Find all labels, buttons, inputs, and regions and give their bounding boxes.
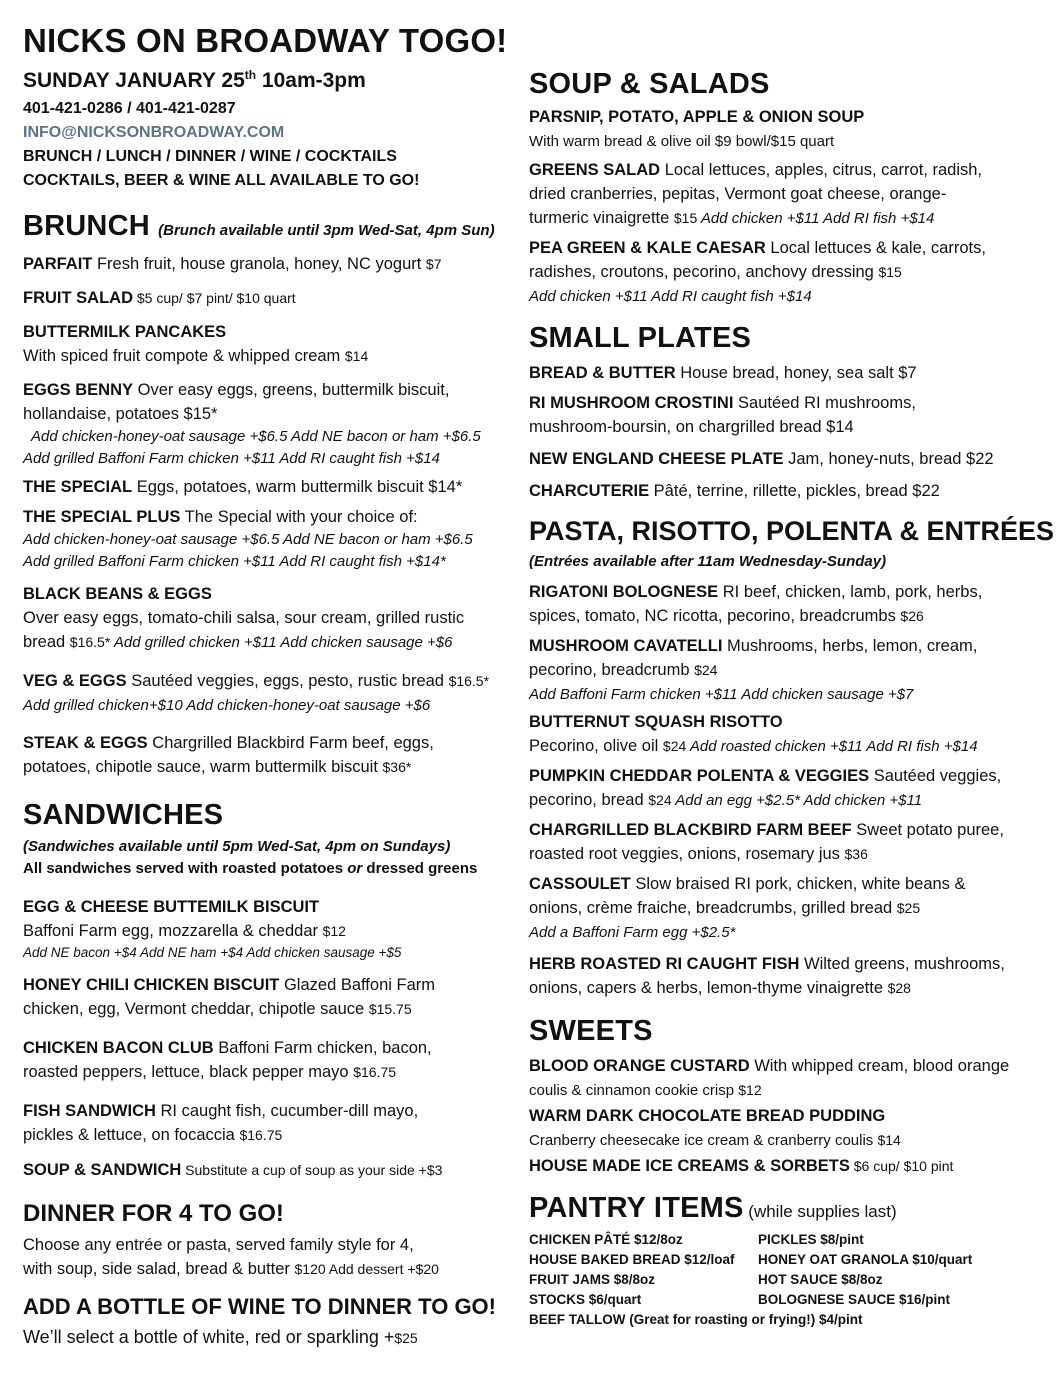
dinner-description: Choose any entrée or pasta, served family style for 4, with soup, side salad, bread & butter $120 Add dessert +$20: [23, 1236, 439, 1278]
tagline-to-go: COCKTAILS, BEER & WINE ALL AVAILABLE TO GO!: [23, 172, 420, 189]
menu-item-the-special: THE SPECIAL Eggs, potatoes, warm buttermilk biscuit $14*: [23, 478, 463, 496]
page-title: NICKS ON BROADWAY TOGO!: [23, 22, 508, 59]
phone-numbers: 401-421-0286 / 401-421-0287: [23, 100, 236, 117]
dinner-heading: DINNER FOR 4 TO GO!: [23, 1200, 284, 1227]
special-plus-addons: Add chicken-honey-oat sausage +$6.5 Add NE bacon or ham +$6.5: [23, 531, 473, 548]
menu-item-parfait: PARFAIT Fresh fruit, house granola, honey, NC yogurt $7: [23, 255, 442, 273]
soup-salads-heading: SOUP & SALADS: [529, 68, 770, 100]
pantry-item: PICKLES $8/pint: [758, 1232, 864, 1247]
menu-item-soup-sandwich: SOUP & SANDWICH Substitute a cup of soup as your side +$3: [23, 1161, 443, 1179]
menu-item-pancakes: BUTTERMILK PANCAKES With spiced fruit compote & whipped cream $14: [23, 323, 369, 365]
menu-item-custard: BLOOD ORANGE CUSTARD With whipped cream, blood orange coulis & cinnamon cookie crisp $12: [529, 1057, 1010, 1099]
menu-item-fruit-salad: FRUIT SALAD $5 cup/ $7 pint/ $10 quart: [23, 289, 296, 307]
pantry-item-beef-tallow: BEEF TALLOW (Great for roasting or frying!) $4/pint: [529, 1312, 863, 1327]
pantry-item: STOCKS $6/quart: [529, 1292, 642, 1307]
menu-item-caesar: PEA GREEN & KALE CAESAR Local lettuces & kale, carrots, radishes, croutons, pecorino, anchovy dressing $15 Add chicken +$11 Add RI caught fish +$14: [529, 239, 986, 305]
brunch-heading: BRUNCH (Brunch available until 3pm Wed-Sat, 4pm Sun): [23, 210, 495, 242]
wine-description: We’ll select a bottle of white, red or sparkling +$25: [23, 1327, 418, 1347]
sandwiches-note: (Sandwiches available until 5pm Wed-Sat, 4pm on Sundays): [23, 838, 451, 855]
menu-item-rigatoni: RIGATONI BOLOGNESE RI beef, chicken, lamb, pork, herbs, spices, tomato, NC ricotta, pecorino, breadcrumbs $26: [529, 583, 983, 625]
menu-item-bread-pudding: WARM DARK CHOCOLATE BREAD PUDDING Cranberry cheesecake ice cream & cranberry coulis $14: [529, 1107, 901, 1149]
menu-item-honey-chili-biscuit: HONEY CHILI CHICKEN BISCUIT Glazed Baffoni Farm chicken, egg, Vermont cheddar, chipotle sauce $15.75: [23, 976, 435, 1018]
sweets-heading: SWEETS: [529, 1015, 653, 1047]
pantry-list-right: [758, 1230, 972, 1310]
special-plus-addons-2: Add grilled Baffoni Farm chicken +$11 Add RI caught fish +$14*: [23, 553, 446, 570]
pantry-item: HONEY OAT GRANOLA $10/quart: [758, 1252, 973, 1267]
menu-item-polenta: PUMPKIN CHEDDAR POLENTA & VEGGIES Sautéed veggies, pecorino, bread $24 Add an egg +$2.5* Add chicken +$11: [529, 767, 1002, 809]
wine-heading: ADD A BOTTLE OF WINE TO DINNER TO GO!: [23, 1294, 496, 1319]
menu-item-special-plus: THE SPECIAL PLUS The Special with your choice of:: [23, 508, 418, 526]
menu-item-cavatelli: MUSHROOM CAVATELLI Mushrooms, herbs, lemon, cream, pecorino, breadcrumb $24 Add Baffoni Farm chicken +$11 Add chicken sausage +$7: [529, 637, 978, 703]
menu-item-chicken-bacon-club: CHICKEN BACON CLUB Baffoni Farm chicken, bacon, roasted peppers, lettuce, black pepper mayo $16.75: [23, 1039, 432, 1081]
eggs-benny-addons-2: Add grilled Baffoni Farm chicken +$11 Add RI caught fish +$14: [23, 450, 440, 467]
menu-item-eggs-benny: EGGS BENNY Over easy eggs, greens, buttermilk biscuit, hollandaise, potatoes $15*: [23, 381, 450, 423]
sandwiches-heading: SANDWICHES: [23, 799, 224, 831]
eggs-benny-addons: Add chicken-honey-oat sausage +$6.5 Add NE bacon or ham +$6.5: [31, 428, 481, 445]
pasta-heading: PASTA, RISOTTO, POLENTA & ENTRÉES: [529, 516, 1055, 546]
menu-item-ri-fish: HERB ROASTED RI CAUGHT FISH Wilted greens, mushrooms, onions, capers & herbs, lemon-thyme vinaigrette $28: [529, 955, 1005, 997]
menu-item-veg-eggs: VEG & EGGS Sautéed veggies, eggs, pesto, rustic bread $16.5* Add grilled chicken+$10 Add chicken-honey-oat sausage +$6: [23, 672, 490, 714]
menu-item-cassoulet: CASSOULET Slow braised RI pork, chicken, white beans & onions, crème fraiche, breadcrumbs, grilled bread $25 Add a Baffoni Farm egg +$2.5*: [529, 875, 966, 941]
menu-item-crostini: RI MUSHROOM CROSTINI Sautéed RI mushrooms, mushroom-boursin, on chargrilled bread $14: [529, 394, 916, 436]
menu-item-ice-cream: HOUSE MADE ICE CREAMS & SORBETS $6 cup/ $10 pint: [529, 1157, 954, 1175]
tagline: BRUNCH / LUNCH / DINNER / WINE / COCKTAILS: [23, 148, 397, 165]
menu-item-steak-eggs: STEAK & EGGS Chargrilled Blackbird Farm beef, eggs, potatoes, chipotle sauce, warm buttermilk biscuit $36*: [23, 734, 434, 776]
small-plates-heading: SMALL PLATES: [529, 322, 752, 354]
service-date: SUNDAY JANUARY 25th 10am-3pm: [23, 68, 366, 92]
pantry-item: HOUSE BAKED BREAD $12/loaf: [529, 1252, 735, 1267]
pantry-item: CHICKEN PÂTÉ $12/8oz: [529, 1232, 683, 1247]
menu-item-fish-sandwich: FISH SANDWICH RI caught fish, cucumber-dill mayo, pickles & lettuce, on focaccia $16.75: [23, 1102, 419, 1144]
email-link[interactable]: INFO@NICKSONBROADWAY.COM: [23, 124, 285, 141]
menu-item-risotto: BUTTERNUT SQUASH RISOTTO Pecorino, olive oil $24 Add roasted chicken +$11 Add RI fish +$14: [529, 713, 978, 755]
menu-item-bread-butter: BREAD & BUTTER House bread, honey, sea salt $7: [529, 364, 917, 382]
pantry-item: BOLOGNESE SAUCE $16/pint: [758, 1292, 951, 1307]
egg-cheese-biscuit-addons: Add NE bacon +$4 Add NE ham +$4 Add chicken sausage +$5: [23, 945, 402, 960]
pantry-heading: PANTRY ITEMS (while supplies last): [529, 1192, 897, 1224]
menu-item-soup: PARSNIP, POTATO, APPLE & ONION SOUP With warm bread & olive oil $9 bowl/$15 quart: [529, 108, 865, 150]
menu-item-greens-salad: GREENS SALAD Local lettuces, apples, citrus, carrot, radish, dried cranberries, pepitas, Vermont goat cheese, orange- turmeric vinaigrette $15 Add chicken +$11 Add RI fish +$14: [529, 161, 983, 227]
pantry-item: HOT SAUCE $8/8oz: [758, 1272, 883, 1287]
menu-item-blackbird-beef: CHARGRILLED BLACKBIRD FARM BEEF Sweet potato puree, roasted root veggies, onions, rosemary jus $36: [529, 821, 1004, 863]
sandwiches-sides-note: All sandwiches served with roasted potatoes or dressed greens: [23, 860, 478, 877]
menu-item-cheese-plate: NEW ENGLAND CHEESE PLATE Jam, honey-nuts, bread $22: [529, 450, 994, 468]
menu-item-charcuterie: CHARCUTERIE Pâté, terrine, rillette, pickles, bread $22: [529, 482, 940, 500]
entrees-note: (Entrées available after 11am Wednesday-Sunday): [529, 553, 887, 570]
pantry-list-left: [529, 1230, 735, 1310]
pantry-item: FRUIT JAMS $8/8oz: [529, 1272, 656, 1287]
menu-item-egg-cheese-biscuit: EGG & CHEESE BUTTEMILK BISCUIT Baffoni Farm egg, mozzarella & cheddar $12: [23, 898, 346, 940]
menu-item-black-beans: BLACK BEANS & EGGS Over easy eggs, tomato-chili salsa, sour cream, grilled rustic bread $16.5* Add grilled chicken +$11 Add chicken sausage +$6: [23, 585, 465, 651]
